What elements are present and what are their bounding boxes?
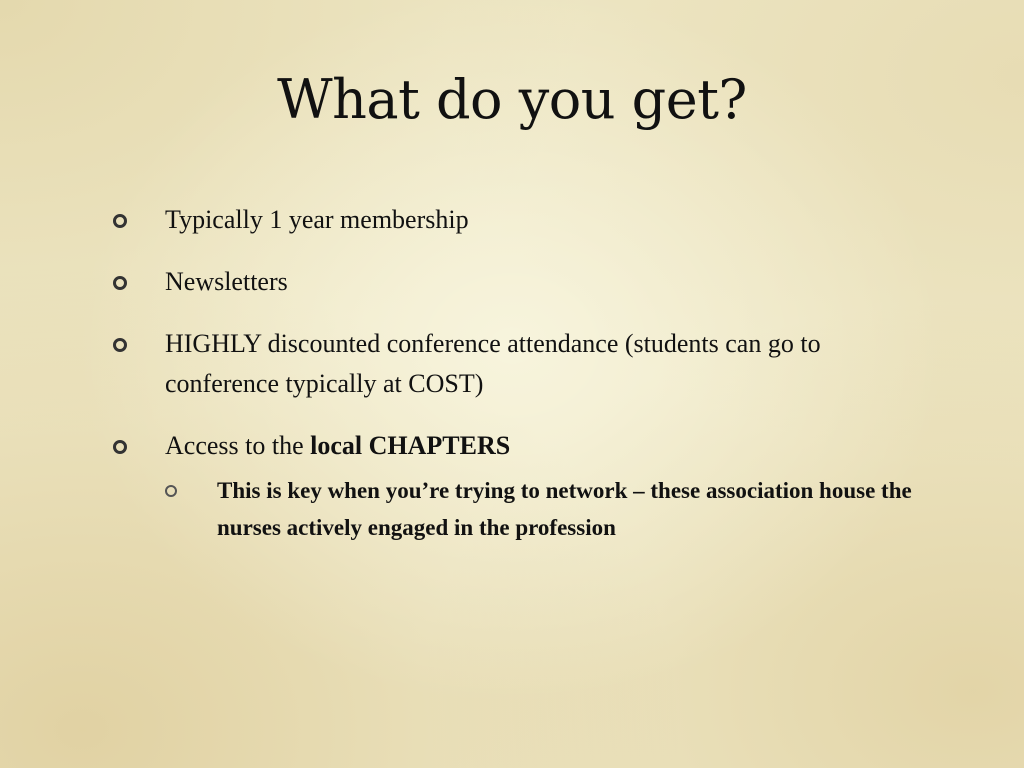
bullet-list bbox=[113, 200, 913, 568]
bullet-text: Newsletters bbox=[165, 267, 288, 296]
sub-bullet-text: This is key when you’re trying to network – these association house the nurses actively engaged in the profession bbox=[217, 478, 912, 540]
hollow-circle-icon bbox=[113, 276, 127, 290]
sub-bullet-list bbox=[165, 472, 913, 546]
slide-title: What do you get? bbox=[277, 68, 747, 131]
bullet-item bbox=[113, 324, 913, 404]
hollow-circle-icon bbox=[165, 485, 177, 497]
bullet-text-prefix: Access to the bbox=[165, 431, 311, 460]
hollow-circle-icon bbox=[113, 338, 127, 352]
bullet-item bbox=[113, 200, 913, 240]
bullet-item bbox=[113, 262, 913, 302]
bullet-text: Typically 1 year membership bbox=[165, 205, 469, 234]
hollow-circle-icon bbox=[113, 440, 127, 454]
hollow-circle-icon bbox=[113, 214, 127, 228]
bullet-text-emphasis: local CHAPTERS bbox=[310, 431, 511, 460]
bullet-text: HIGHLY discounted conference attendance (students can go to conference typically at COST) bbox=[165, 329, 821, 398]
bullet-item bbox=[113, 426, 913, 546]
sub-bullet-item bbox=[165, 472, 913, 546]
